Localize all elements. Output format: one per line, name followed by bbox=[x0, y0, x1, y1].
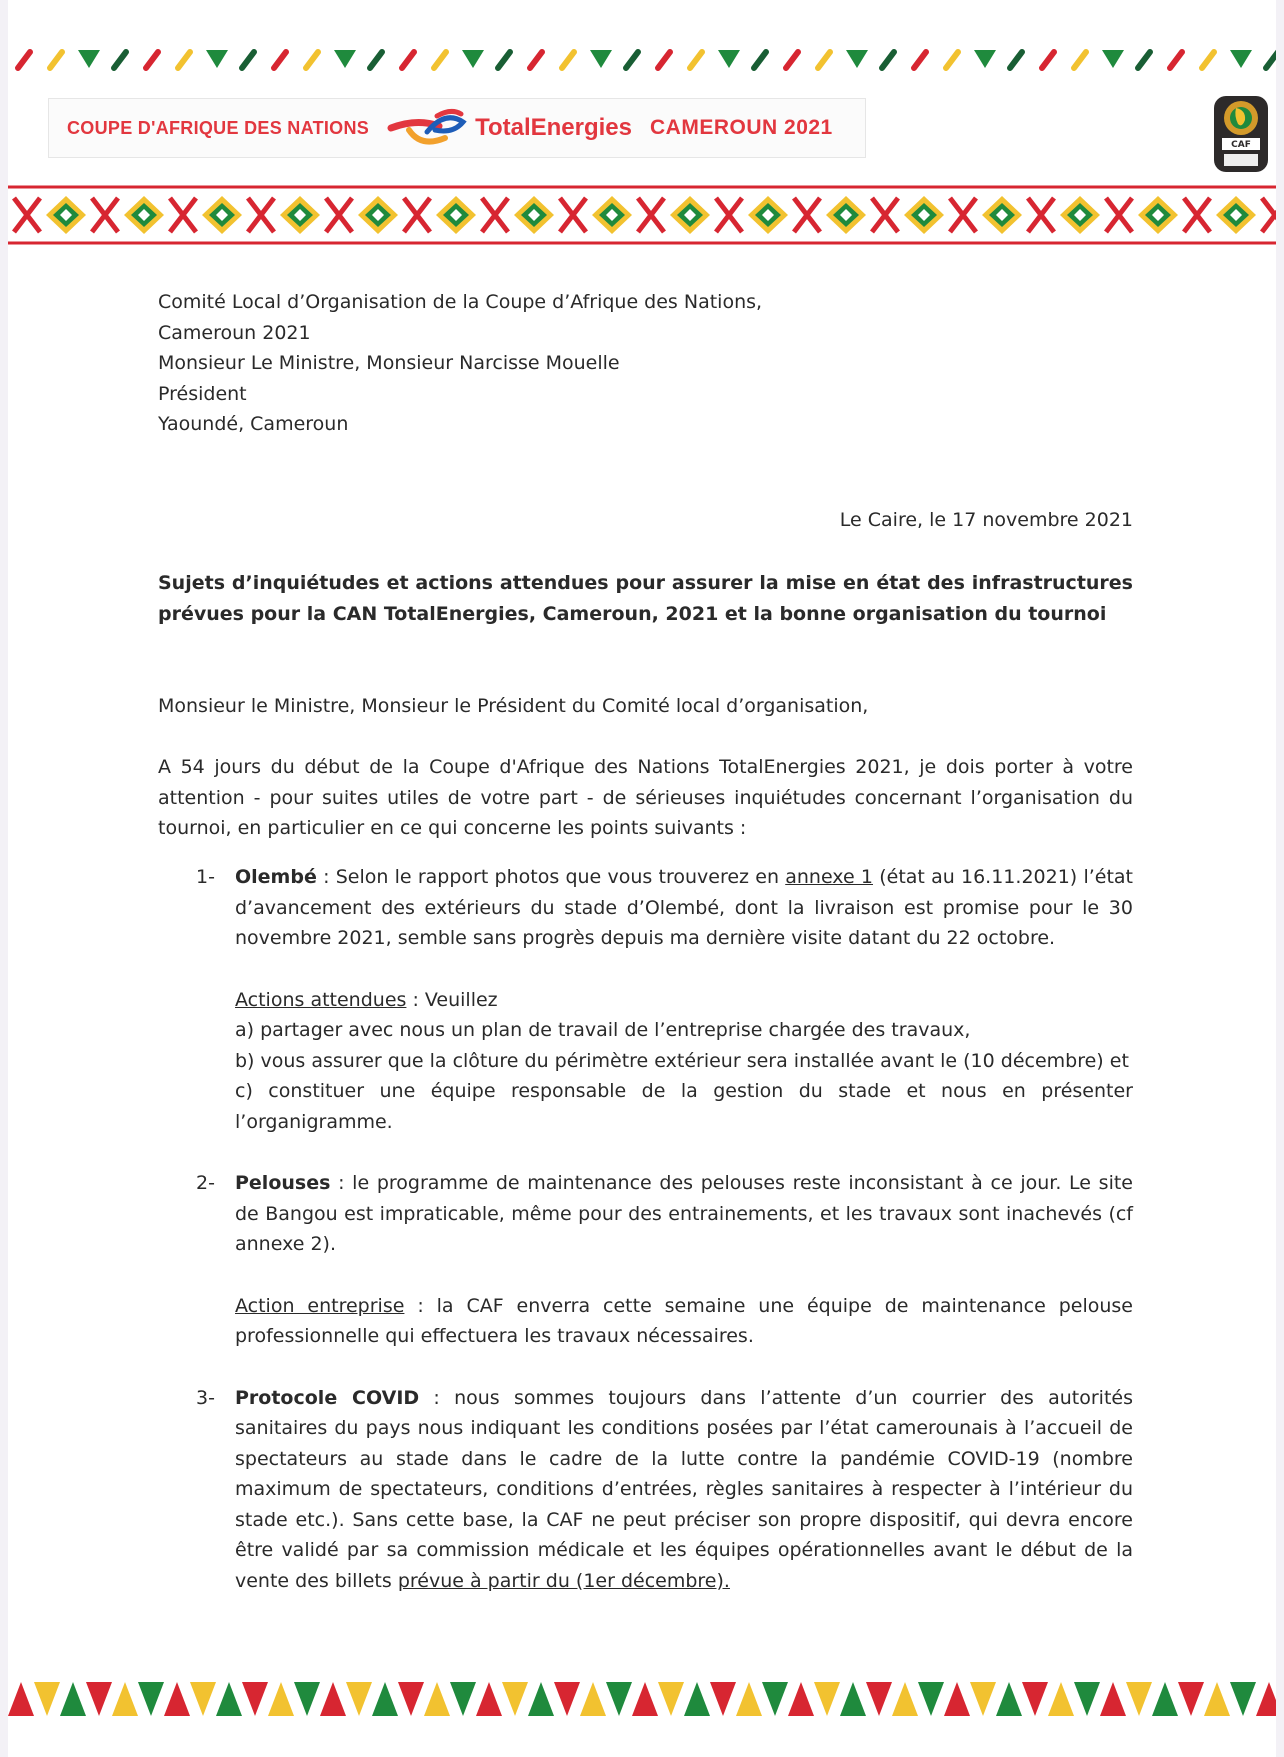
address-line: Président bbox=[158, 382, 247, 405]
ticket-sale-date: prévue à partir du (1er décembre). bbox=[397, 1569, 730, 1592]
item-title: Protocole COVID bbox=[235, 1386, 420, 1409]
action-line: b) vous assurer que la clôture du périmètre extérieur sera installée avant le (10 décembre) et bbox=[235, 1049, 1129, 1072]
banner-competition-name: COUPE D'AFRIQUE DES NATIONS bbox=[67, 117, 370, 138]
bottom-decorative-border bbox=[8, 1676, 1276, 1722]
item-number: 1- bbox=[196, 866, 215, 888]
concern-item-pelouses: 2- Pelouses : le programme de maintenance des pelouses reste inconsistant à ce jour. Le site de Bangou est impraticable, même pour des entrainements, et les travaux sont inachevés (cf annexe 2). Action entreprise : la CAF enverra cette semaine une équipe de maintenance pelouse professionnelle qui effectuera les travaux nécessaires. bbox=[158, 1168, 1133, 1352]
recipient-address bbox=[158, 287, 1133, 440]
annex-reference: annexe 1 bbox=[785, 866, 873, 888]
address-line: Monsieur Le Ministre, Monsieur Narcisse Mouelle bbox=[158, 352, 620, 374]
action-label: Action entreprise bbox=[235, 1294, 405, 1317]
address-line: Yaoundé, Cameroun bbox=[158, 413, 349, 435]
action-line: a) partager avec nous un plan de travail de l’entreprise chargée des travaux, bbox=[235, 1019, 971, 1041]
letter-intro: A 54 jours du début de la Coupe d'Afrique des Nations TotalEnergies 2021, je dois porter à votre attention - pour suites utiles de votre part - de sérieuses inquiétudes concernant l’organisation du tournoi, en particulier en ce qui concerne les points suivants : bbox=[158, 756, 1133, 839]
banner-host: CAMEROUN 2021 bbox=[650, 116, 833, 139]
top-decorative-border bbox=[8, 42, 1276, 82]
caf-trophy-emblem-icon bbox=[1212, 94, 1270, 174]
letter-date: Le Caire, le 17 novembre 2021 bbox=[839, 509, 1133, 531]
totalenergies-logo-icon bbox=[387, 108, 469, 148]
concern-item-covid: 3- Protocole COVID : nous sommes toujours dans l’attente d’un courrier des autorités sanitaires du pays nous indiquant les conditions posées par l’état camerounais à l’accueil de spectateurs au stade dans le cadre de la lutte contre la pandémie COVID-19 (nombre maximum de spectateurs, conditions d’entrées, règles sanitaires à respecter à l’intérieur du stade etc.). Sans cette base, la CAF ne peut préciser son propre dispositif, qui devra encore être validé par sa commission médicale et les équipes opérationnelles avant le début de la vente des billets prévue à partir du (1er décembre). bbox=[158, 1383, 1133, 1597]
letter-subject: Sujets d’inquiétudes et actions attendues pour assurer la mise en état des infrastructures prévues pour la CAN TotalEnergies, Cameroun, 2021 et la bonne organisation du tournoi bbox=[158, 572, 1133, 625]
banner-brand: TotalEnergies bbox=[475, 114, 633, 141]
caf-emblem-label: CAF bbox=[1231, 140, 1251, 150]
address-line: Cameroun 2021 bbox=[158, 321, 311, 344]
actions-label: Actions attendues bbox=[235, 988, 407, 1011]
item-number: 3- bbox=[196, 1386, 215, 1409]
address-line: Comité Local d’Organisation de la Coupe d’Afrique des Nations, bbox=[158, 291, 763, 313]
kente-pattern-band bbox=[8, 184, 1276, 246]
item-title: Olembé bbox=[235, 866, 317, 888]
item-number: 2- bbox=[196, 1172, 215, 1194]
letter-greeting: Monsieur le Ministre, Monsieur le Président du Comité local d’organisation, bbox=[158, 695, 869, 717]
afcon-banner bbox=[48, 98, 866, 158]
item-title: Pelouses bbox=[235, 1172, 331, 1194]
concern-item-olembe: 1- Olembé : Selon le rapport photos que vous trouverez en annexe 1 (état au 16.11.2021) l’état d’avancement des extérieurs du stade d’Olembé, dont la livraison est promise pour le 30 novembre 2021, semble sans progrès depuis ma dernière visite datant du 22 octobre. Actions attendues : Veuillez a) partager avec nous un plan de travail de l’entreprise chargée des travaux, b) vous assurer que la clôture du périmètre extérieur sera installée avant le (10 décembre) et c) constituer une équipe responsable de la gestion du stade et nous en présenter l’organigramme. bbox=[158, 862, 1133, 1137]
concern-list bbox=[158, 862, 1133, 1596]
letter-page bbox=[8, 0, 1276, 1757]
action-line: c) constituer une équipe responsable de la gestion du stade et nous en présenter l’organigramme. bbox=[235, 1080, 1133, 1133]
